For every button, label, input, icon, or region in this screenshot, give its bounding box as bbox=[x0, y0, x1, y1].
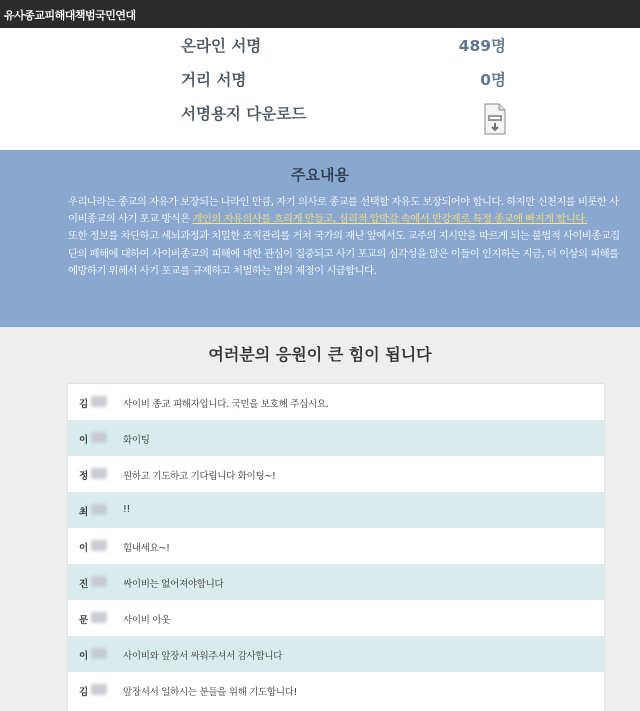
name-mask bbox=[91, 432, 107, 443]
name-mask bbox=[91, 612, 107, 623]
top-bar bbox=[0, 0, 640, 28]
message-text: 사이비 종교 피해자입니다. 국민을 보호해 주십시요. bbox=[123, 399, 329, 410]
author-name: 정 bbox=[79, 471, 89, 482]
support-message-list bbox=[68, 384, 604, 711]
name-mask bbox=[91, 540, 107, 551]
support-title: 여러분의 응원이 큰 힘이 됩니다 bbox=[208, 345, 432, 364]
message-row bbox=[68, 384, 604, 420]
summary-text-1: 우리나라는 종교의 자유가 보장되는 나라인 만큼, 자기 의사로 종교를 선택할 자유도 보장되어야 합니다. 하지만 신천지를 비롯한 사이비종교의 사기 포교 방식은 bbox=[68, 196, 619, 226]
message-text: 화이팅 bbox=[123, 435, 150, 446]
message-text: 사이비 아웃 bbox=[123, 615, 171, 626]
street-signature-label: 거리 서명 bbox=[181, 71, 247, 89]
name-mask bbox=[91, 576, 107, 587]
online-signature-label: 온라인 서명 bbox=[181, 37, 262, 55]
message-text: 싸이비는 없어져야합니다 bbox=[123, 579, 224, 590]
message-text: 원하고 기도하고 기다립니다 화이팅~! bbox=[123, 471, 276, 482]
author-name: 김 bbox=[79, 399, 89, 410]
message-row bbox=[68, 420, 604, 456]
summary-highlight: 개인의 자유의사를 흐리게 만들고, 심리적 압박감 속에서 반강제로 특정 종교에 빠지게 합니다. bbox=[192, 213, 588, 226]
author-name: 김 bbox=[79, 687, 89, 698]
message-text: 사이비와 앞장서 싸워주셔서 감사합니다 bbox=[123, 651, 283, 662]
author-name: 이 bbox=[79, 543, 89, 554]
message-row bbox=[68, 456, 604, 492]
author-name: 최 bbox=[79, 507, 89, 518]
street-signature-count: 0명 bbox=[480, 71, 506, 89]
author-name: 이 bbox=[79, 651, 89, 662]
hwp-file-download-icon[interactable] bbox=[484, 103, 506, 135]
name-mask bbox=[91, 468, 107, 479]
download-form-label[interactable]: 서명용지 다운로드 bbox=[181, 105, 307, 123]
summary-body bbox=[68, 194, 620, 280]
message-text: 앞장서서 일하시는 분들을 위해 기도합니다! bbox=[123, 687, 298, 698]
message-row bbox=[68, 492, 604, 528]
author-name: 이 bbox=[79, 435, 89, 446]
summary-text-2: 또한 정보를 차단하고 세뇌과정과 치밀한 조직관리를 거쳐 국가의 재난 앞에서도 교주의 지시만을 따르게 되는 불법적 사이비종교집단의 폐해에 대하여 사이비종교의 피해에 대한 관심이 집중되고 사기 포교의 심각성을 많은 이들이 인지하는 지금, 더 이상의 피해를 예방하기 위해서 사기 포교를 규제하고 처벌하는 법의 제정이 시급합니다. bbox=[68, 230, 620, 277]
name-mask bbox=[91, 684, 107, 695]
name-mask bbox=[91, 504, 107, 515]
author-name: 진 bbox=[79, 579, 89, 590]
message-row bbox=[68, 600, 604, 636]
message-row bbox=[68, 672, 604, 708]
online-signature-count: 489명 bbox=[458, 37, 506, 55]
site-title[interactable]: 유사종교피해대책범국민연대 bbox=[4, 9, 136, 22]
summary-title: 주요내용 bbox=[291, 166, 349, 184]
message-row bbox=[68, 636, 604, 672]
signature-stats bbox=[0, 28, 640, 150]
message-row bbox=[68, 528, 604, 564]
message-text: !! bbox=[123, 504, 131, 515]
name-mask bbox=[91, 396, 107, 407]
name-mask bbox=[91, 648, 107, 659]
message-row bbox=[68, 564, 604, 600]
author-name: 문 bbox=[79, 615, 89, 626]
summary-section bbox=[0, 150, 640, 327]
message-text: 힘내세요~! bbox=[123, 543, 170, 554]
